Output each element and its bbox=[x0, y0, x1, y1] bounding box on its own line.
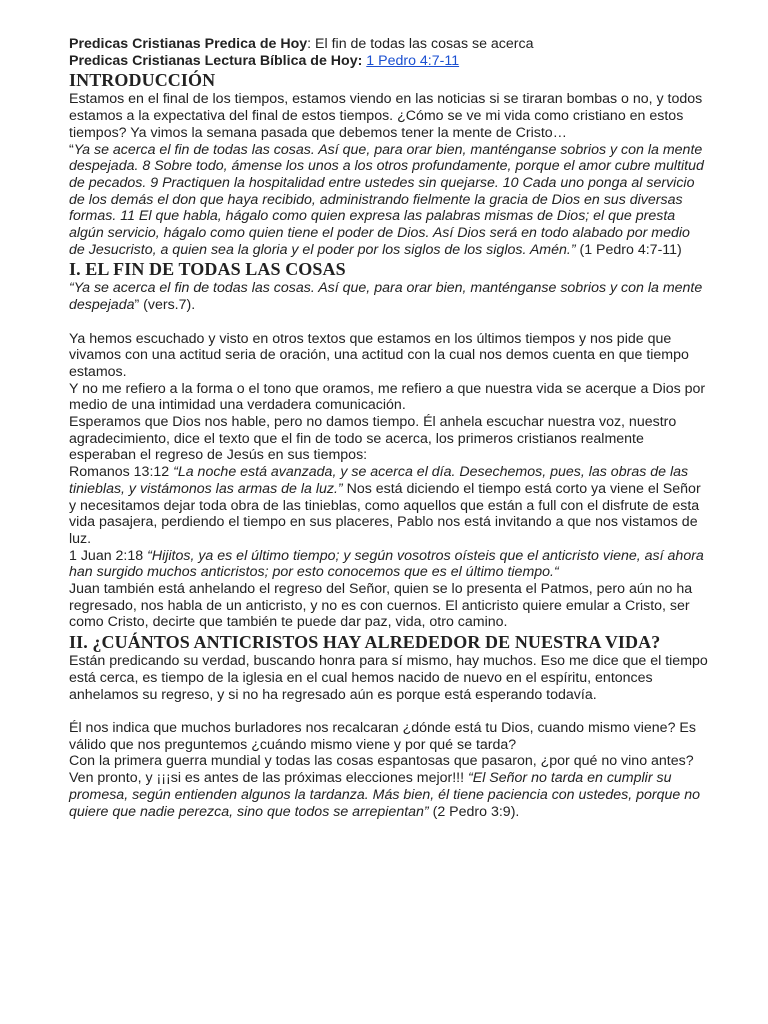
section1-paragraph-6: Juan también está anhelando el regreso del Señor, quien se lo presenta el Patmos, pero aún no ha regresado, nos habla de un anticristo, y no es con cuernos. El anticristo quiere emular a Cristo, ser como Cristo, decirte que también te puede dar paz, vida, otro camino. bbox=[69, 581, 693, 631]
section1-heading: I. EL FIN DE TODAS LAS COSAS bbox=[69, 259, 346, 280]
juan-reference: 1 Juan 2:18 bbox=[69, 547, 148, 564]
romanos-reference: Romanos 13:12 bbox=[69, 464, 174, 481]
sermon-title: : El fin de todas las cosas se acerca bbox=[307, 36, 534, 52]
section1-quote: “Ya se acerca el fin de todas las cosas. Así que, para orar bien, manténganse sobrios y con la mente despejada bbox=[69, 280, 703, 314]
section1-paragraph-1: Ya hemos escuchado y visto en otros textos que estamos en los últimos tiempos y nos pide que vivamos con una actitud seria de oración, una actitud con la cual nos demos cuenta en que tiempo estamos. bbox=[69, 330, 689, 380]
pedro-reference: (2 Pedro 3:9). bbox=[428, 803, 520, 820]
intro-quote-paragraph bbox=[69, 142, 709, 259]
paragraph-spacer bbox=[69, 314, 709, 331]
section1-paragraph-3: Esperamos que Dios nos hable, pero no damos tiempo. Él anhela escuchar nuestra voz, nuestro agradecimiento, dice el texto que el fin de todo se acerca, los primeros cristianos realmente esperaban el regreso de Jesús en sus tiempos: bbox=[69, 414, 677, 464]
intro-quote-reference: (1 Pedro 4:7-11) bbox=[575, 241, 682, 258]
section2-paragraph-2: Él nos indica que muchos burladores nos recalcaran ¿dónde está tu Dios, cuando mismo viene? Es válido que nos preguntemos ¿cuándo mismo viene y por qué se tarda? bbox=[69, 719, 696, 753]
document-page bbox=[69, 36, 709, 820]
romanos-quote: “La noche está avanzada, y se acerca el día. Desechemos, pues, las obras de las tinieblas, y vistámonos las armas de la luz.” bbox=[69, 464, 689, 497]
section1-quote-reference: ” (vers.7). bbox=[134, 297, 196, 314]
reading-line bbox=[69, 53, 709, 70]
reading-label: Predicas Cristianas Lectura Bíblica de Hoy: bbox=[69, 52, 363, 69]
section1-paragraph-2: Y no me refiero a la forma o el tono que oramos, me refiero a que nuestra vida se acerque a Dios por medio de una intimidad una verdadera comunicación. bbox=[69, 380, 706, 414]
romanos-commentary: Nos está diciendo el tiempo está corto ya viene el Señor y necesitamos dejar toda obra de las tinieblas, como aquellos que están a full con el disfrute de esta vida pasajera, perdiendo el tiempo en sus placeres, Pablo nos está invitando a que nos vistamos de luz. bbox=[69, 480, 701, 547]
juan-quote: “Hijitos, ya es el último tiempo; y según vosotros oísteis que el anticristo viene, así ahora han surgido muchos anticristos; por esto conocemos que es el último tiempo.“ bbox=[69, 547, 704, 581]
paragraph-spacer bbox=[69, 703, 709, 720]
section2-paragraph-3-text: Con la primera guerra mundial y todas las cosas espantosas que pasaron, ¿por qué no vino antes? Ven pronto, y ¡¡¡si es antes de las próximas elecciones mejor!!! bbox=[69, 753, 694, 787]
intro-paragraph: Estamos en el final de los tiempos, estamos viendo en las noticias si se tiraran bombas o no, y todos estamos a la expectativa del final de estos tiempos. ¿Cómo se ve mi vida como cristiano en estos tiempos? Ya vimos la semana pasada que debemos tener la mente de Cristo… bbox=[69, 91, 703, 141]
bible-reference-link[interactable]: 1 Pedro 4:7-11 bbox=[366, 52, 460, 69]
sermon-title-line bbox=[69, 36, 709, 53]
section2-paragraph-3 bbox=[69, 753, 709, 820]
intro-heading: INTRODUCCIÓN bbox=[69, 70, 216, 91]
quote-mark: “ bbox=[69, 141, 74, 158]
section1-paragraph-5 bbox=[69, 548, 709, 581]
pedro-quote: “El Señor no tarda en cumplir su promesa, según entienden algunos la tardanza. Más bien, él tiene paciencia con ustedes, porque no quiere que nadie perezca, sino que todos se arrepientan” bbox=[69, 770, 700, 820]
intro-quote: Ya se acerca el fin de todas las cosas. Así que, para orar bien, manténganse sobrios y con la mente despejada. 8 Sobre todo, ámense los unos a los otros profundamente, porque el amor cubre multitud de pecados. 9 Practiquen la hospitalidad entre ustedes sin quejarse. 10 Cada uno ponga al servicio de los demás el don que haya recibido, administrando fielmente la gracia de Dios en sus diversas formas. 11 El que habla, hágalo como quien expresa las palabras mismas de Dios; el que presta algún servicio, hágalo como quien tiene el poder de Dios. Así Dios será en todo alabado por medio de Jesucristo, a quien sea la gloria y el poder por los siglos de los siglos. Amén.” bbox=[69, 141, 704, 258]
section2-paragraph-1: Están predicando su verdad, buscando honra para sí mismo, hay muchos. Eso me dice que el tiempo está cerca, es tiempo de la iglesia en el cual hemos nacido de nuevo en el espíritu, entonces anhelamos su regreso, y si no ha regresado aún es porque está esperando todavía. bbox=[69, 653, 708, 703]
section1-paragraph-4 bbox=[69, 464, 709, 548]
section2-heading: II. ¿CUÁNTOS ANTICRISTOS HAY ALREDEDOR DE NUESTRA VIDA? bbox=[69, 632, 661, 653]
section1-quote-paragraph bbox=[69, 280, 709, 313]
sermon-title-label: Predicas Cristianas Predica de Hoy bbox=[69, 36, 308, 52]
